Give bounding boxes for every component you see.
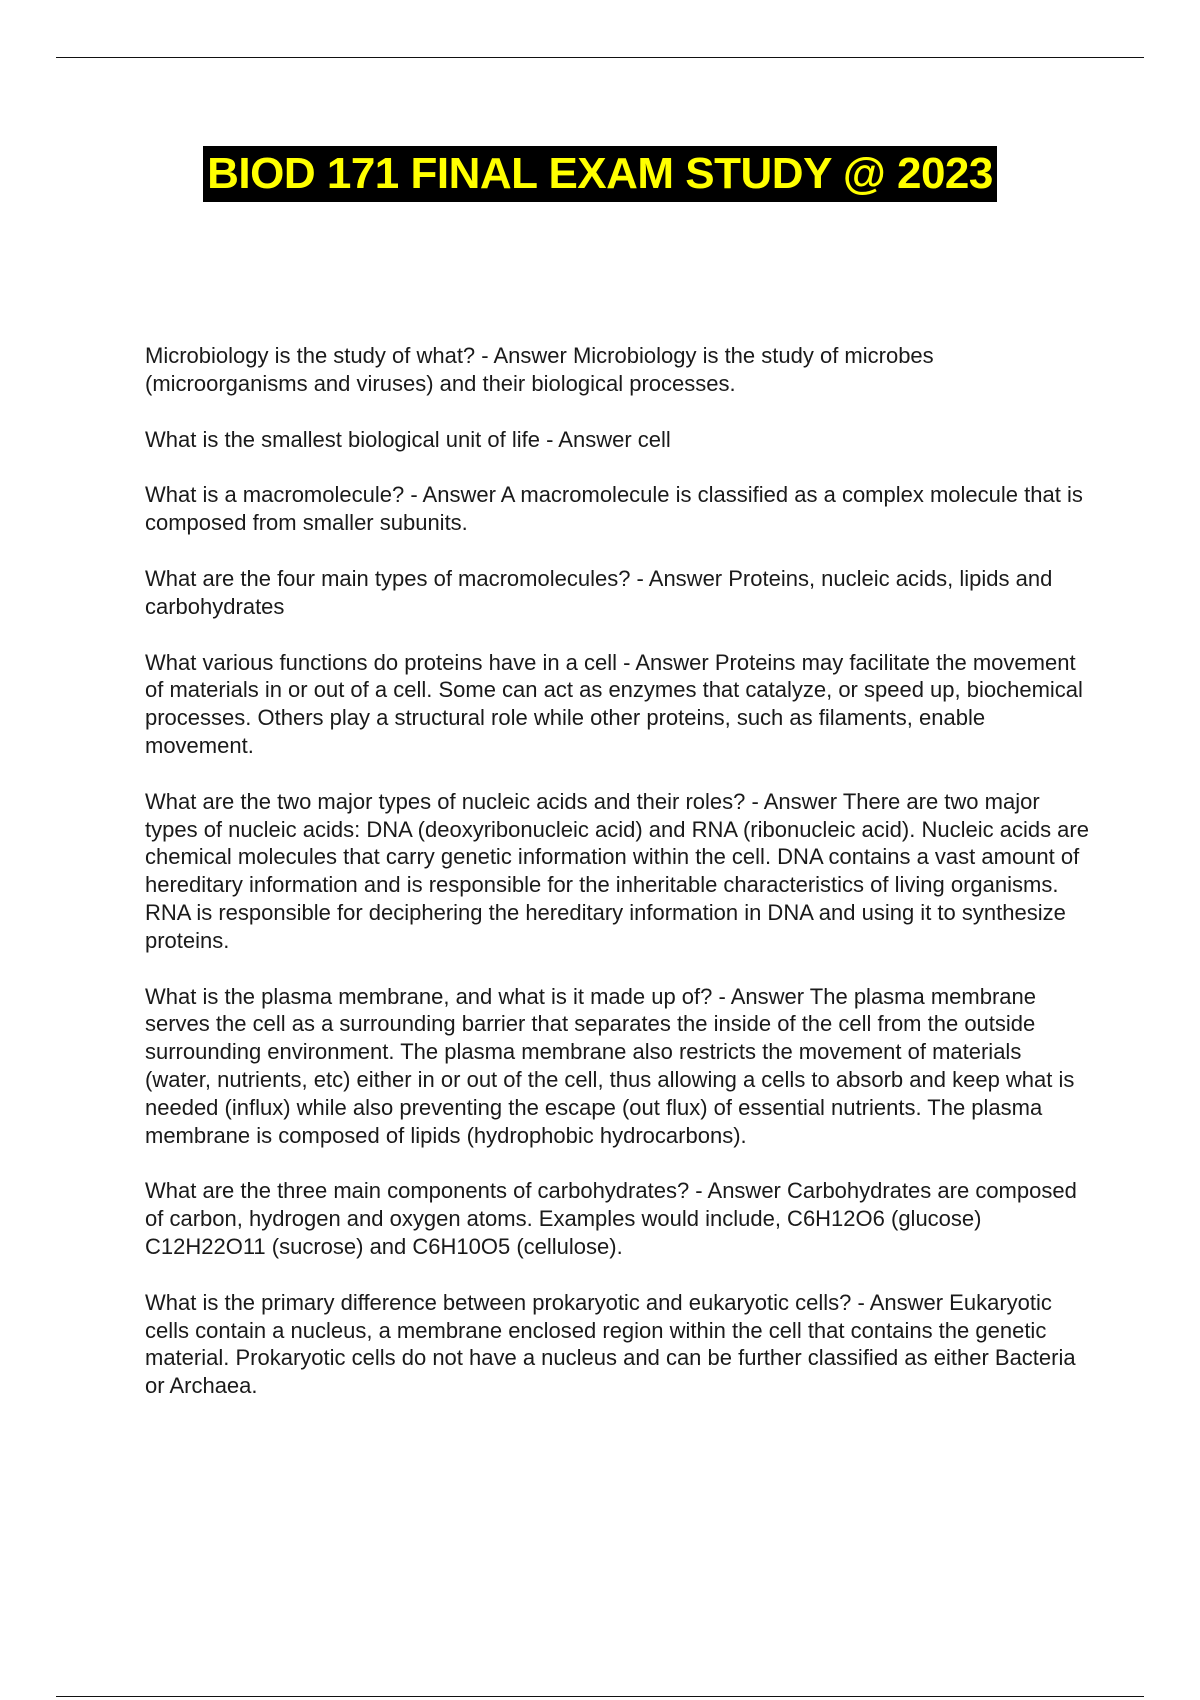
qa-item: What are the three main components of carbohydrates? - Answer Carbohydrates are composed of carbon, hydrogen and oxygen atoms. Examples would include, C6H12O6 (glucose) C12H22O11 (sucrose) and C6H10O5 (cellulose). [145, 1178, 1077, 1259]
qa-item: What various functions do proteins have in a cell - Answer Proteins may facilitate the movement of materials in or out of a cell. Some can act as enzymes that catalyze, or speed up, biochemical processes. Others play a structural role while other proteins, such as filaments, enable movement. [145, 649, 1083, 758]
qa-item: What is the plasma membrane, and what is it made up of? - Answer The plasma membrane serves the cell as a surrounding barrier that separates the inside of the cell from the outside surrounding environment. The plasma membrane also restricts the movement of materials (water, nutrients, etc) either in or out of the cell, thus allowing a cells to absorb and keep what is needed (influx) while also preventing the escape (out flux) of essential nutrients. The plasma membrane is composed of lipids (hydrophobic hydrocarbons). [145, 983, 1075, 1148]
qa-item: What is the smallest biological unit of life - Answer cell [145, 426, 671, 452]
qa-item: What are the two major types of nucleic acids and their roles? - Answer There are two major types of nucleic acids: DNA (deoxyribonucleic acid) and RNA (ribonucleic acid). Nucleic acids are chemical molecules that carry genetic information within the cell. DNA contains a vast amount of hereditary information and is responsible for the inheritable characteristics of living organisms. RNA is responsible for deciphering the hereditary information in DNA and using it to synthesize proteins. [145, 788, 1089, 953]
qa-item: What is the primary difference between prokaryotic and eukaryotic cells? - Answer Eukaryotic cells contain a nucleus, a membrane enclosed region within the cell that contains the genetic material. Prokaryotic cells do not have a nucleus and can be further classified as either Bacteria or Archaea. [145, 1289, 1076, 1399]
footer-rule [56, 1696, 1144, 1697]
page-title: BIOD 171 FINAL EXAM STUDY @ 2023 [203, 146, 997, 202]
header-rule [56, 57, 1144, 58]
qa-item: What are the four main types of macromolecules? - Answer Proteins, nucleic acids, lipids and carbohydrates [145, 565, 1053, 619]
title-container [0, 146, 1200, 202]
qa-item: Microbiology is the study of what? - Answer Microbiology is the study of microbes (microorganisms and viruses) and their biological processes. [145, 343, 934, 396]
qa-item: What is a macromolecule? - Answer A macromolecule is classified as a complex molecule that is composed from smaller subunits. [145, 482, 1083, 536]
qa-list [145, 342, 1090, 1428]
